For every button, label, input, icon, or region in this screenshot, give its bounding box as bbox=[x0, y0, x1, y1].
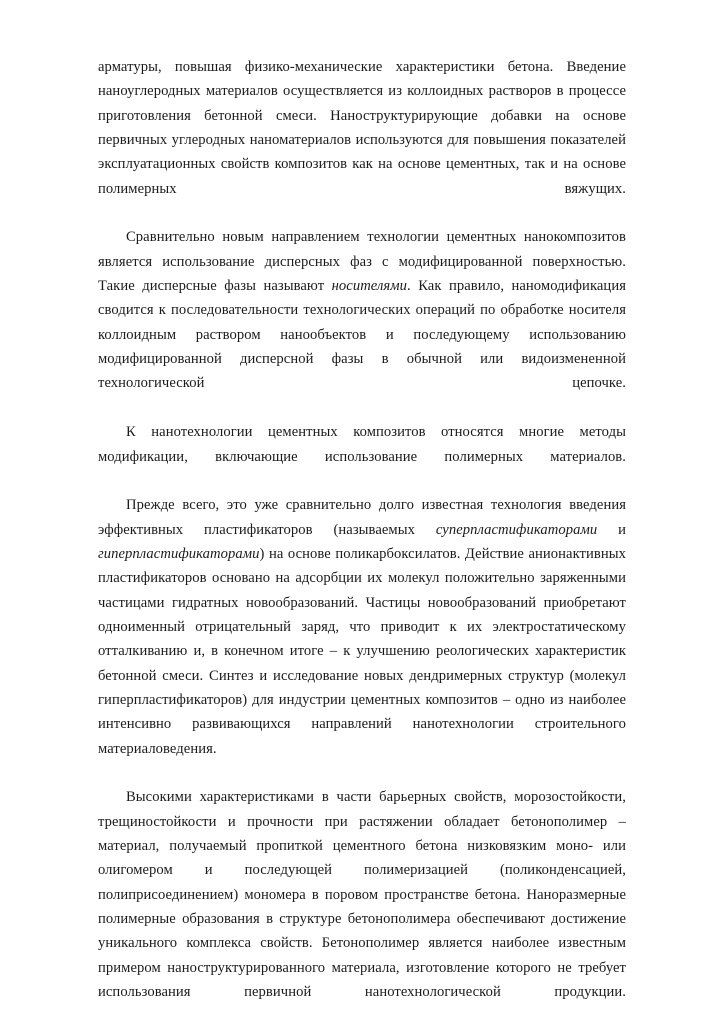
body-paragraph bbox=[98, 55, 626, 225]
text-run: . Как правило, наномодификация сводится к последовательности технологических операций по обработке носителя коллоидным раствором нанообъектов и последующему использованию модифицированной дисперсной фазы в обычной или видоизмененной технологической цепочке. bbox=[98, 278, 626, 392]
emphasized-term: суперпластификаторами bbox=[435, 521, 598, 538]
body-paragraph bbox=[98, 493, 626, 785]
text-run: Высокими характеристиками в части барьерных свойств, морозостойкости, трещиностойкости и прочности при растяжении обладает бетонополимер – материал, получаемый пропиткой цементного бетона низковязким моно- или олигомером и последующей полимеризацией (поликонденсацией, полиприсоединением) мономера в поровом пространстве бетона. Наноразмерные полимерные образования в структуре бетонополимера обеспечивают достижение уникального комплекса свойств. Бетонополимер является наиболее известным примером наноструктурированного материала, изготовление которого не требует использования первичной нанотехнологической продукции. bbox=[98, 789, 626, 1001]
emphasized-term: гиперпластификаторами bbox=[98, 545, 260, 562]
text-column bbox=[98, 55, 626, 1029]
text-run: Сравнительно новым направлением технологии цементных нанокомпозитов является использование дисперсных фаз с модифицированной поверхностью. Такие дисперсные фазы называют bbox=[98, 229, 626, 295]
body-paragraph bbox=[98, 785, 626, 1028]
text-run: арматуры, повышая физико-механические характеристики бетона. Введение наноуглеродных материалов осуществляется из коллоидных растворов в процессе приготовления бетонной смеси. Наноструктурирующие добавки на основе первичных углеродных наноматериалов используются для повышения показателей эксплуатационных свойств композитов как на основе цементных, так и на основе полимерных вяжущих. bbox=[98, 59, 626, 197]
text-run: К нанотехнологии цементных композитов относятся многие методы модификации, включающие использование полимерных материалов. bbox=[98, 424, 626, 465]
text-run: ) на основе поликарбоксилатов. Действие анионактивных пластификаторов основано на адсорбции их молекул положительно заряженными частицами гидратных новообразований. Частицы новообразований приобретают одноименный отрицательный заряд, что приводит к их электростатическому отталкиванию и, в конечном итоге – к улучшению реологических характеристик бетонной смеси. Синтез и исследование новых дендримерных структур (молекул гиперпластификаторов) для индустрии цементных композитов – одно из наиболее интенсивно развивающихся направлений нанотехнологии строительного материаловедения. bbox=[98, 545, 626, 757]
emphasized-term: носителями bbox=[331, 278, 408, 295]
text-run: и bbox=[597, 521, 626, 538]
text-run: Прежде всего, это уже сравнительно долго известная технология введения эффективных пластификаторов (называемых bbox=[98, 497, 626, 538]
body-paragraph bbox=[98, 225, 626, 420]
body-paragraph bbox=[98, 420, 626, 493]
